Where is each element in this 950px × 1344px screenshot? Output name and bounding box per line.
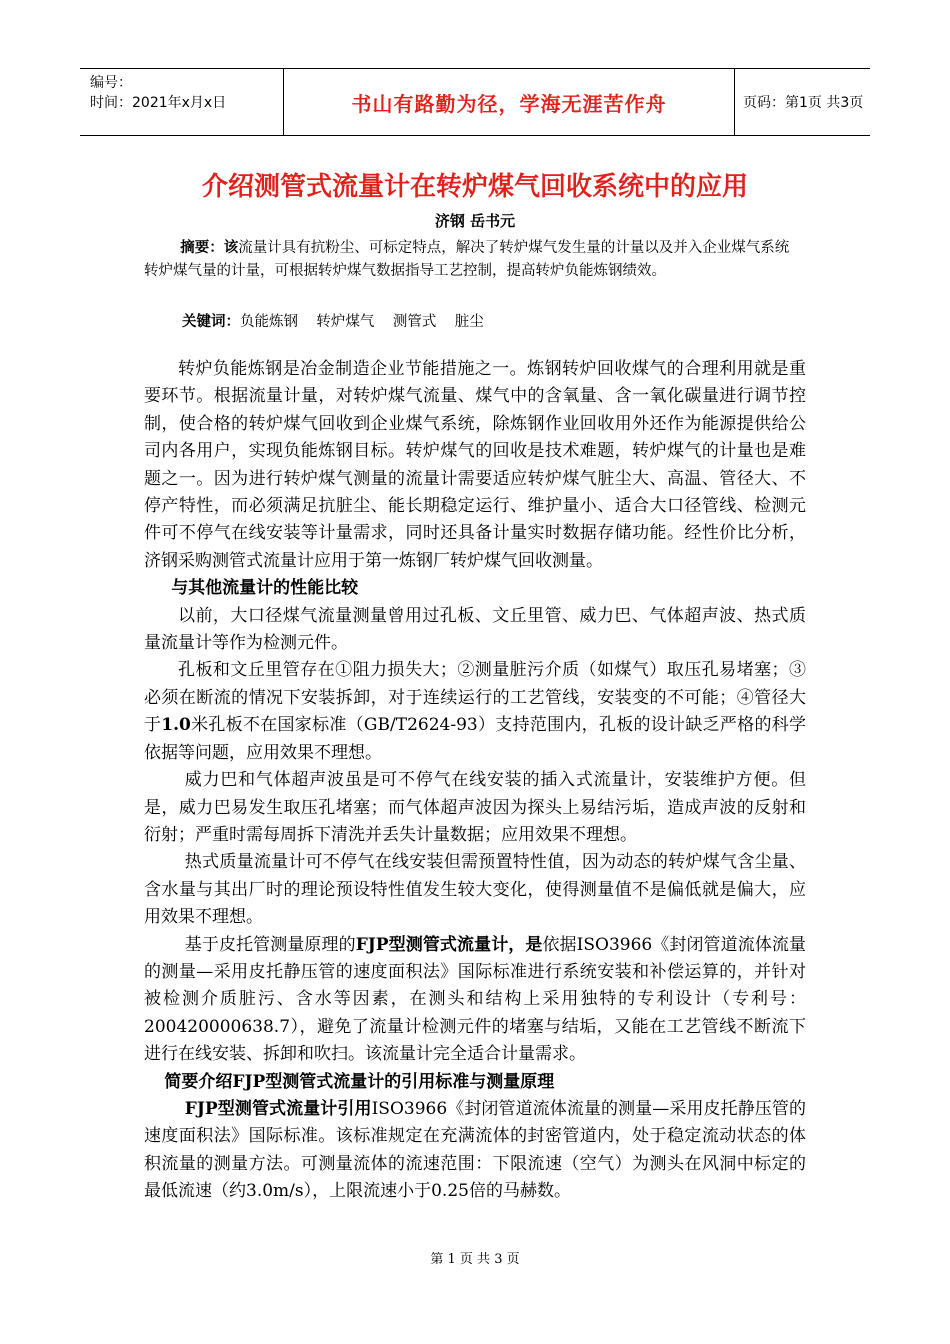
abstract: [144, 236, 802, 283]
section-heading-standard: 简要介绍FJP型测管式流量计的引用标准与测量原理: [164, 1071, 555, 1092]
page-header: [80, 68, 870, 136]
header-motto-box: [283, 69, 735, 135]
paragraph-intro: 转炉负能炼钢是冶金制造企业节能措施之一。炼钢转炉回收煤气的合理利用就是重要环节。根据流量计量，对转炉煤气流量、煤气中的含氧量、含一氧化碳量进行调节控制，使合格的转炉煤气回收到企业煤气系统，除炼钢作业回收用外还作为能源提供给公司内各用户，实现负能炼钢目标。转炉煤气的回收是技术难题，转炉煤气的计量也是难题之一。因为进行转炉煤气测量的流量计需要适应转炉煤气脏尘大、高温、管径大、不停产特性，而必须满足抗脏尘、能长期稳定运行、维护量小、适合大口径管线、检测元件可不停气在线安装等计量需求，同时还具备计量实时数据存储功能。经性价比分析，济钢采购测管式流量计应用于第一炼钢厂转炉煤气回收测量。: [144, 359, 806, 571]
paragraph-prior-methods: 以前，大口径煤气流量测量曾用过孔板、文丘里管、威力巴、气体超声波、热式质量流量计等作为检测元件。: [144, 605, 806, 654]
keywords: [182, 310, 484, 334]
paragraph-fjp-text-c: 依据ISO3966《封闭管道流体流量的测量—采用皮托静压管的速度面积法》国际标准进行系统安装和补偿运算的，并针对被检测介质脏污、含水等因素，在测头和结构上采用独特的专利设计（专利号：200420000638.7），避免了流量计检测元件的堵塞与结垢，又能在工艺管线不断流下进行在线安装、拆卸和吹扫。该流量计完全适合计量需求。: [144, 934, 807, 1065]
document-number: 编号：: [90, 75, 132, 91]
section-heading-comparison: 与其他流量计的性能比较: [171, 578, 359, 599]
keywords-text: 负能炼钢 转炉煤气 测管式 脏尘: [240, 314, 484, 330]
header-page-info: 页码：第1页 共3页: [743, 95, 864, 111]
paragraph-verabar: 威力巴和气体超声波虽是可不停气在线安装的插入式流量计，安装维护方便。但是，威力巴易发生取压孔堵塞；而气体超声波因为探头上易结污垢，造成声波的反射和衍射；严重时需每周拆下清洗并丢失计量数据；应用效果不理想。: [144, 770, 806, 845]
document-title: 介绍测管式流量计在转炉煤气回收系统中的应用: [201, 172, 748, 202]
paragraph-standard: [144, 1096, 806, 1206]
keywords-label: 关键词：: [182, 313, 240, 330]
abstract-label: 摘要：该: [180, 239, 239, 256]
paragraph-orifice-size: 1.0: [161, 715, 191, 736]
document-author: 济钢 岳书元: [434, 212, 516, 230]
paragraph-orifice-text-a: 孔板和文丘里管存在①阻力损失大；②测量脏污介质（如煤气）取压孔易堵塞；③必须在断流的情况下安装拆卸，对于连续运行的工艺管线，安装变的不可能；④管径大于: [144, 660, 806, 736]
paragraph-fjp-bold: FJP型测管式流量计，是: [355, 934, 543, 955]
paragraph-fjp-text-a: 基于皮托管测量原理的: [184, 934, 356, 955]
header-meta: [90, 73, 226, 113]
abstract-text: 流量计具有抗粉尘、可标定特点，解决了转炉煤气发生量的计量以及并入企业煤气系统转炉煤气量的计量，可根据转炉煤气数据指导工艺控制，提高转炉负能炼钢绩效。: [144, 240, 790, 279]
paragraph-standard-text: ISO3966《封闭管道流体流量的测量—采用皮托静压管的速度面积法》国际标准。该标准规定在充满流体的封密管道内，处于稳定流动状态的体积流量的测量方法。可测量流体的流速范围：下限流速（空气）为测头在风洞中标定的最低流速（约3.0m/s），上限流速小于0.25倍的马赫数。: [144, 1098, 806, 1202]
paragraph-orifice: [144, 657, 806, 767]
page-footer: 第 1 页 共 3 页: [430, 1252, 520, 1267]
document-body: [144, 356, 806, 1206]
header-motto: 书山有路勤为径，学海无涯苦作舟: [351, 91, 667, 116]
paragraph-orifice-text-c: 米孔板不在国家标准（GB/T2624-93）支持范围内，孔板的设计缺乏严格的科学依据等问题，应用效果不理想。: [144, 715, 806, 763]
paragraph-thermal: 热式质量流量计可不停气在线安装但需预置特性值，因为动态的转炉煤气含尘量、含水量与其出厂时的理论预设特性值发生较大变化，使得测量值不是偏低就是偏大，应用效果不理想。: [144, 852, 806, 928]
paragraph-standard-bold: FJP型测管式流量计引用: [184, 1098, 372, 1119]
paragraph-fjp: [144, 932, 806, 1069]
document-time: 时间：2021年x月x日: [90, 95, 227, 111]
